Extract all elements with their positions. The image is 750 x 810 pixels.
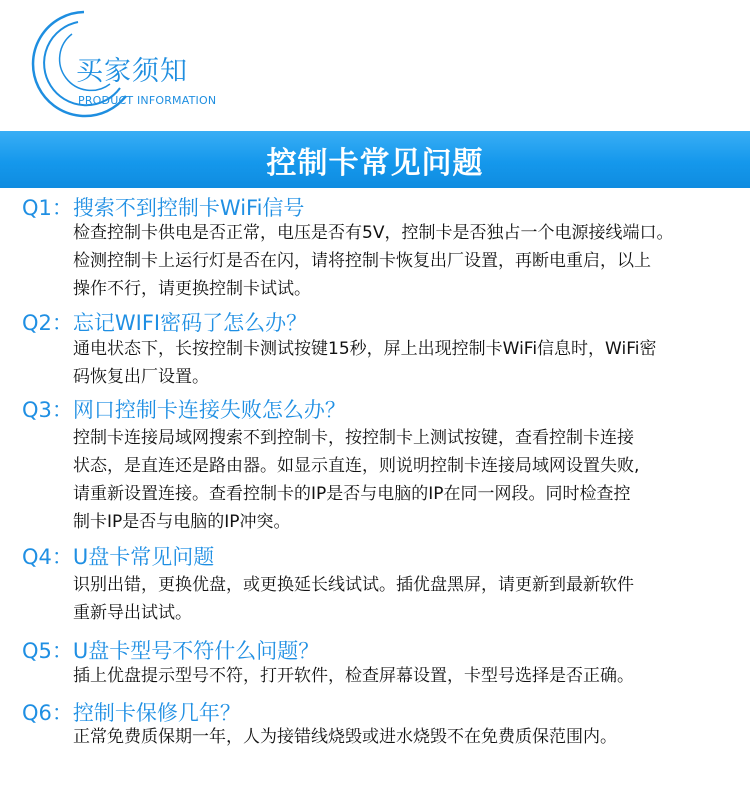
faq-answer-5 [73, 662, 723, 690]
faq-question-6: Q6：控制卡保修几年？ [22, 701, 241, 725]
answer-line: 码恢复出厂设置。 [73, 367, 209, 387]
answer-line: 制卡IP是否与电脑的IP冲突。 [73, 512, 291, 532]
answer-line: 状态，是直连还是路由器。如显示直连，则说明控制卡连接局域网设置失败, [73, 456, 640, 476]
banner-title: 控制卡常见问题 [266, 145, 484, 181]
header-title: 买家须知 [76, 56, 188, 87]
answer-line: 正常免费质保期一年，人为接错线烧毁或进水烧毁不在免费质保范围内。 [73, 727, 617, 747]
answer-line: 插上优盘提示型号不符，打开软件，检查屏幕设置，卡型号选择是否正确。 [73, 666, 634, 686]
answer-line: 检查控制卡供电是否正常，电压是否有5V，控制卡是否独占一个电源接线端口。 [73, 223, 674, 243]
faq-answer-2 [73, 335, 723, 391]
answer-line: 重新导出试试。 [73, 603, 192, 623]
faq-question-2: Q2：忘记WIFI密码了怎么办？ [22, 311, 308, 335]
faq-question-4: Q4：U盘卡常见问题 [22, 545, 215, 569]
faq-answer-3 [73, 424, 723, 536]
faq-question-5: Q5：U盘卡型号不符什么问题？ [22, 639, 320, 663]
faq-question-1: Q1：搜索不到控制卡WiFi信号 [22, 196, 305, 220]
faq-answer-1 [73, 219, 723, 303]
answer-line: 控制卡连接局域网搜索不到控制卡，按控制卡上测试按键，查看控制卡连接 [73, 428, 634, 448]
answer-line: 识别出错，更换优盘，或更换延长线试试。插优盘黑屏，请更新到最新软件 [73, 575, 634, 595]
header-subtitle: PRODUCT INFORMATION [78, 94, 217, 107]
section-banner [0, 131, 750, 188]
faq-answer-6 [73, 723, 723, 751]
answer-line: 操作不行，请更换控制卡试试。 [73, 279, 311, 299]
answer-line: 检测控制卡上运行灯是否在闪，请将控制卡恢复出厂设置，再断电重启，以上 [73, 251, 651, 271]
faq-answer-4 [73, 571, 723, 627]
faq-question-3: Q3：网口控制卡连接失败怎么办？ [22, 398, 346, 422]
answer-line: 通电状态下，长按控制卡测试按键15秒，屏上出现控制卡WiFi信息时，WiFi密 [73, 339, 657, 359]
answer-line: 请重新设置连接。查看控制卡的IP是否与电脑的IP在同一网段。同时检查控 [73, 484, 631, 504]
